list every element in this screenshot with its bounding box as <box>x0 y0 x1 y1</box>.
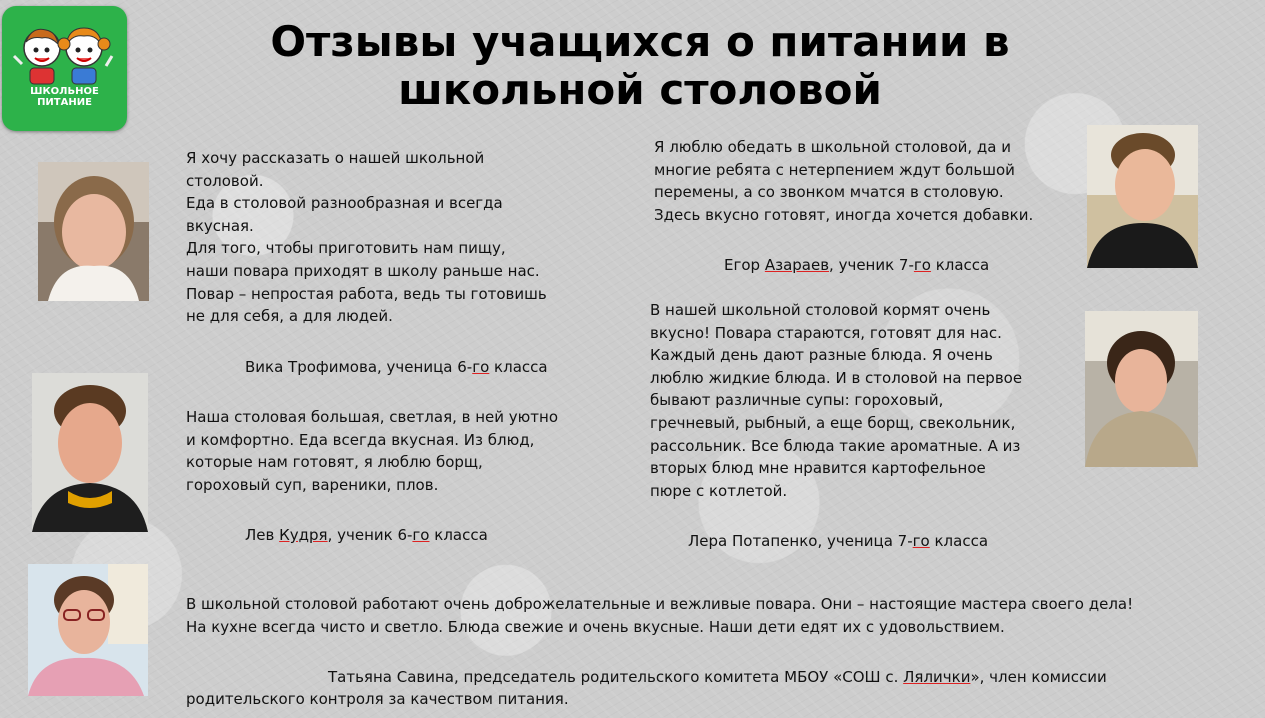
signature-text: класса <box>929 532 989 550</box>
review-vika-signature <box>245 356 548 378</box>
review-tatyana-signature <box>328 666 1107 688</box>
signature-text: класса <box>429 526 488 544</box>
signature-text: Вика Трофимова, ученица 6- <box>245 358 473 376</box>
signature-text: Егор <box>724 256 765 274</box>
signature-text: Лера Потапенко, ученица 7- <box>688 532 913 550</box>
photo-lev <box>32 373 148 532</box>
logo-text-line1: ШКОЛЬНОЕ <box>30 86 99 97</box>
signature-underlined: Азараев <box>764 256 830 274</box>
review-tatyana-signature-line2: родительского контроля за качеством питания. <box>186 690 569 708</box>
page-title <box>240 18 1040 114</box>
signature-text: Татьяна Савина, председатель родительского комитета МБОУ «СОШ с. <box>328 668 904 686</box>
photo-egor <box>1087 125 1198 268</box>
review-egor-text: Я люблю обедать в школьной столовой, да и многие ребята с нетерпением ждут большой перемены, а со звонком мчатся в столовую. Здесь вкусно готовят, иногда хочется добавки. <box>654 138 1034 224</box>
review-lera-text: В нашей школьной столовой кормят очень вкусно! Повара стараются, готовят для нас. Каждый день дают разные блюда. Я очень люблю жидкие блюда. И в столовой на первое бывают различные супы: гороховый, гречневый, рыбный, а еще борщ, свекольник, рассольник. Все блюда такие ароматные. А из вторых блюд мне нравится картофельное пюре с котлетой. <box>650 301 1023 500</box>
kids-logo-icon <box>12 20 117 86</box>
review-vika-text: Я хочу рассказать о нашей школьной столовой. Еда в столовой разнообразная и всегда вкусная. Для того, чтобы приготовить нам пищу, наши повара приходят в школу раньше нас. Повар – непростая работа, ведь ты готовишь не для себя, а для людей. <box>186 149 547 326</box>
signature-text: класса <box>930 256 990 274</box>
review-lera-signature <box>688 530 988 552</box>
photo-vika <box>38 162 149 301</box>
signature-underlined: го <box>912 532 930 550</box>
review-lev-signature <box>245 524 488 546</box>
signature-underlined: го <box>472 358 490 376</box>
logo-text-line2: ПИТАНИЕ <box>37 97 92 108</box>
signature-text: класса <box>489 358 548 376</box>
signature-underlined: Лялички <box>903 668 971 686</box>
review-lev-text: Наша столовая большая, светлая, в ней уютно и комфортно. Еда всегда вкусная. Из блюд, которые нам готовят, я люблю борщ, гороховый суп, вареники, плов. <box>186 408 559 494</box>
signature-text: Лев <box>245 526 280 544</box>
school-meals-logo <box>2 6 127 131</box>
photo-lera <box>1085 311 1198 467</box>
review-egor-signature <box>724 254 989 276</box>
signature-underlined: го <box>412 526 430 544</box>
signature-underlined: го <box>913 256 931 274</box>
signature-text: , ученик 7- <box>829 256 914 274</box>
signature-underlined: Кудря <box>279 526 328 544</box>
logo-caption <box>2 86 127 108</box>
title-line-1: Отзывы учащихся о питании в <box>270 17 1010 66</box>
signature-text: », член комиссии <box>970 668 1107 686</box>
photo-tatyana <box>28 564 148 696</box>
title-line-2: школьной столовой <box>398 65 882 114</box>
review-tatyana-text: В школьной столовой работают очень доброжелательные и вежливые повара. Они – настоящие мастера своего дела! На кухне всегда чисто и светло. Блюда свежие и очень вкусные. Наши дети едят их с удовольствием. <box>186 595 1134 636</box>
signature-text: , ученик 6- <box>327 526 413 544</box>
